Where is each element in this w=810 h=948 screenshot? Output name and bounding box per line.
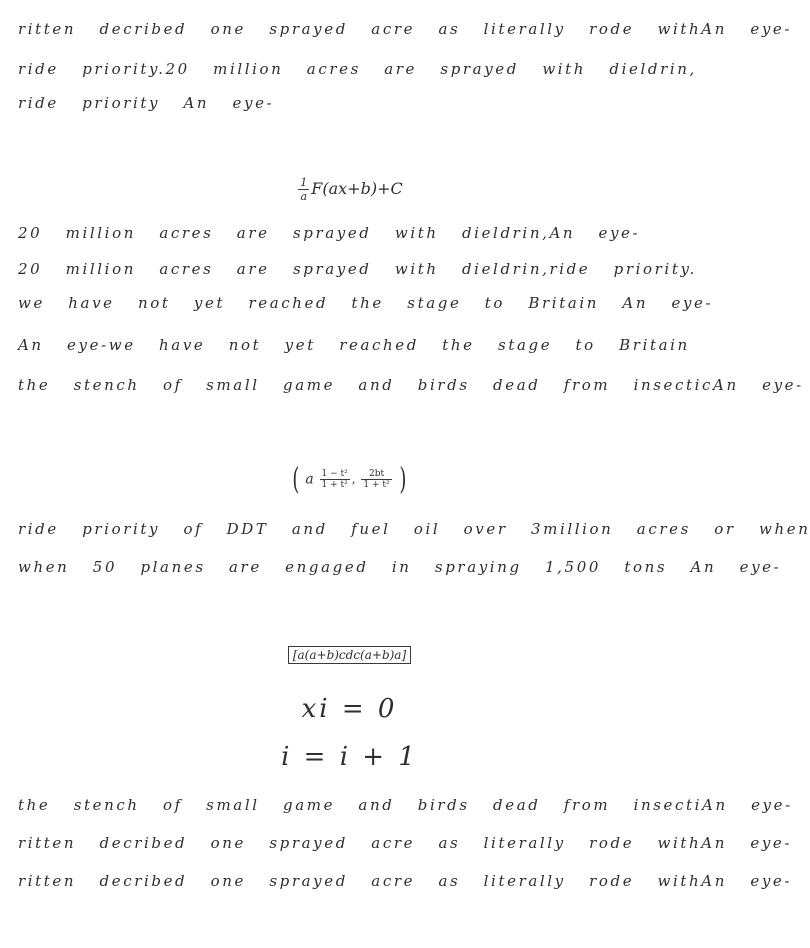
fraction bbox=[298, 176, 309, 203]
text-line: An eye-we have not yet reached the stage to Britain bbox=[18, 336, 690, 354]
fraction bbox=[320, 469, 350, 490]
text-line: when 50 planes are engaged in spraying 1,500 tons An eye- bbox=[18, 558, 782, 576]
text-line: we have not yet reached the stage to Britain An eye- bbox=[18, 294, 714, 312]
text-line: ritten decribed one sprayed acre as literally rode withAn eye- bbox=[18, 872, 793, 890]
text-line: ride priority An eye- bbox=[18, 94, 275, 112]
text-line: the stench of small game and birds dead from insectiAn eye- bbox=[18, 796, 793, 814]
text-line: ride priority.20 million acres are sprayed with dieldrin, bbox=[18, 60, 697, 78]
coefficient: a bbox=[305, 471, 314, 488]
formula-bracket-expression bbox=[0, 646, 699, 664]
text-line: 20 million acres are sprayed with dieldrin,ride priority. bbox=[18, 260, 697, 278]
text-line: the stench of small game and birds dead from insecticAn eye- bbox=[18, 376, 804, 394]
fraction-numerator: 2bt bbox=[361, 469, 391, 480]
fraction-numerator: 1 bbox=[300, 176, 308, 189]
formula-assignment: xi = 0 bbox=[301, 694, 398, 724]
text-line: 20 million acres are sprayed with dieldrin,An eye- bbox=[18, 224, 641, 242]
fraction bbox=[361, 469, 391, 490]
text-line: ride priority of DDT and fuel oil over 3million acres or when bbox=[18, 520, 810, 538]
fraction-denominator: 1 + t² bbox=[321, 480, 348, 490]
formula-tuple bbox=[0, 462, 699, 497]
text-line: ritten decribed one sprayed acre as literally rode withAn eye- bbox=[18, 834, 793, 852]
formula-increment: i = i + 1 bbox=[281, 742, 418, 772]
formula-body: F(ax+b)+C bbox=[311, 179, 403, 198]
bracket-expression: [a(a+b)cdc(a+b)a] bbox=[288, 646, 411, 664]
text-line: ritten decribed one sprayed acre as literally rode withAn eye- bbox=[18, 20, 793, 38]
open-paren: ( bbox=[292, 462, 300, 497]
close-paren: ) bbox=[399, 462, 407, 497]
fraction-denominator: 1 + t² bbox=[363, 480, 390, 490]
separator: , bbox=[351, 472, 356, 486]
formula-antiderivative bbox=[0, 176, 699, 203]
fraction-numerator: 1 − t² bbox=[321, 469, 348, 479]
fraction-denominator: a bbox=[300, 190, 308, 203]
